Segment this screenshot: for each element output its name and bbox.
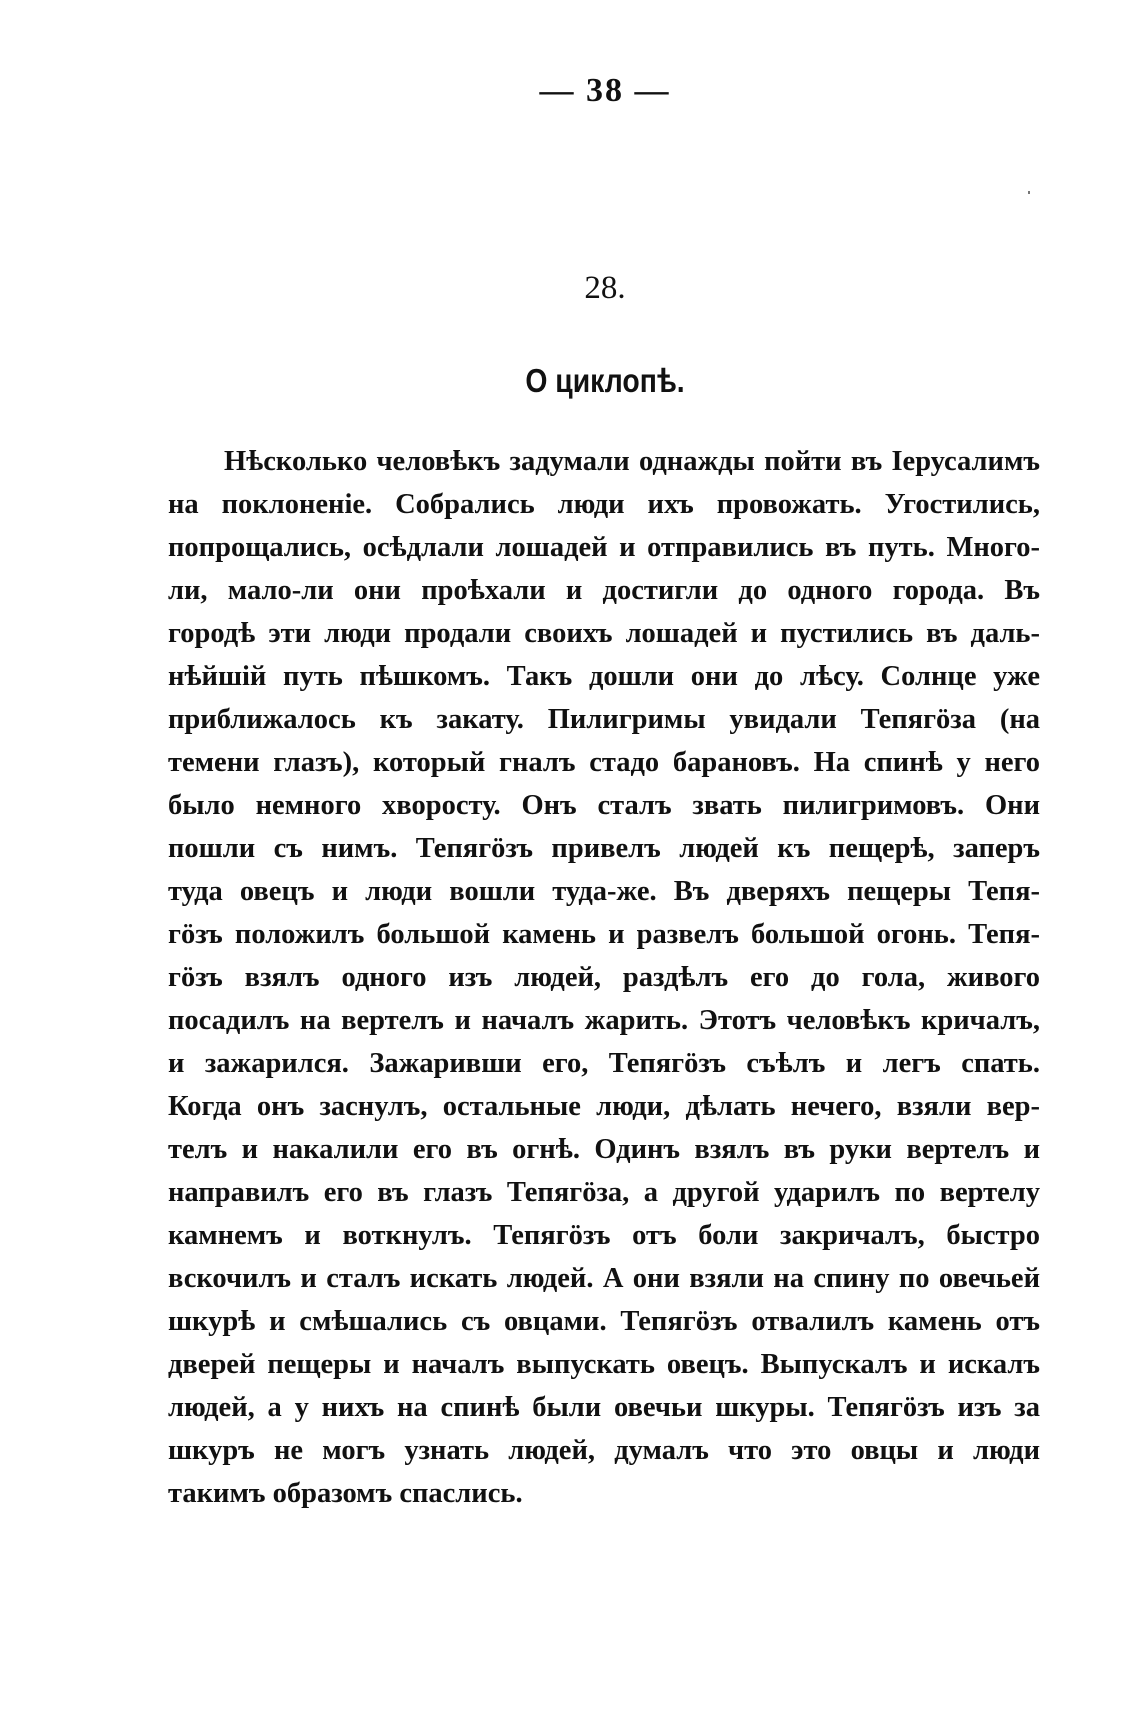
text-line: гöзъ взялъ одного изъ людей, раздѣлъ его до гола, живого <box>168 962 1040 993</box>
text-line: направилъ его въ глазъ Тепягöза, а другой ударилъ по вертелу <box>168 1177 1040 1208</box>
page-number: — 38 — <box>539 72 671 109</box>
text-line: Когда онъ заснулъ, остальные люди, дѣлать нечего, взяли вер- <box>168 1091 1040 1122</box>
text-line: людей, а у нихъ на спинѣ были овечьи шкуры. Тепягöзъ изъ за <box>168 1392 1040 1423</box>
story-title: О циклопѣ. <box>525 362 685 399</box>
text-line: посадилъ на вертелъ и началъ жарить. Этотъ человѣкъ кричалъ, <box>168 1005 1040 1036</box>
text-line: шкуръ не могъ узнать людей, думалъ что это овцы и люди <box>168 1435 1040 1466</box>
text-line: туда овецъ и люди вошли туда-же. Въ дверяхъ пещеры Тепя- <box>168 876 1040 907</box>
text-line: гöзъ положилъ большой камень и развелъ большой огонь. Тепя- <box>168 919 1040 950</box>
text-line: телъ и накалили его въ огнѣ. Одинъ взялъ въ руки вертелъ и <box>168 1134 1040 1165</box>
text-line: пошли съ нимъ. Тепягöзъ привелъ людей къ пещерѣ, заперъ <box>168 833 1040 864</box>
text-line: нѣйшій путь пѣшкомъ. Такъ дошли они до лѣсу. Солнце уже <box>168 661 1040 692</box>
text-line: ли, мало-ли они проѣхали и достигли до одного города. Въ <box>168 575 1040 606</box>
text-line: приближалось къ закату. Пилигримы увидали Тепягöза (на <box>168 704 1040 735</box>
text-line: темени глазъ), который гналъ стадо барановъ. На спинѣ у него <box>168 747 1040 778</box>
text-line: вскочилъ и сталъ искать людей. А они взяли на спину по овечьей <box>168 1263 1040 1294</box>
text-line: Нѣсколько человѣкъ задумали однажды пойти въ Іерусалимъ <box>224 446 1040 477</box>
text-line: такимъ образомъ спаслись. <box>168 1478 523 1509</box>
text-line: на поклоненіе. Собрались люди ихъ провожать. Угостились, <box>168 489 1040 520</box>
story-body <box>168 440 1040 1515</box>
story-number: 28. <box>584 270 626 306</box>
paper-speck <box>1028 191 1030 194</box>
text-line: было немного хворосту. Онъ сталъ звать пилигримовъ. Они <box>168 790 1040 821</box>
text-line: попрощались, осѣдлали лошадей и отправились въ путь. Много- <box>168 532 1040 563</box>
text-line: и зажарился. Зажаривши его, Тепягöзъ съѣлъ и легъ спать. <box>168 1048 1040 1079</box>
text-line: городѣ эти люди продали своихъ лошадей и пустились въ даль- <box>168 618 1040 649</box>
text-line: шкурѣ и смѣшались съ овцами. Тепягöзъ отвалилъ камень отъ <box>168 1306 1040 1337</box>
text-line: дверей пещеры и началъ выпускать овецъ. Выпускалъ и искалъ <box>168 1349 1040 1380</box>
text-line: камнемъ и воткнулъ. Тепягöзъ отъ боли закричалъ, быстро <box>168 1220 1040 1251</box>
